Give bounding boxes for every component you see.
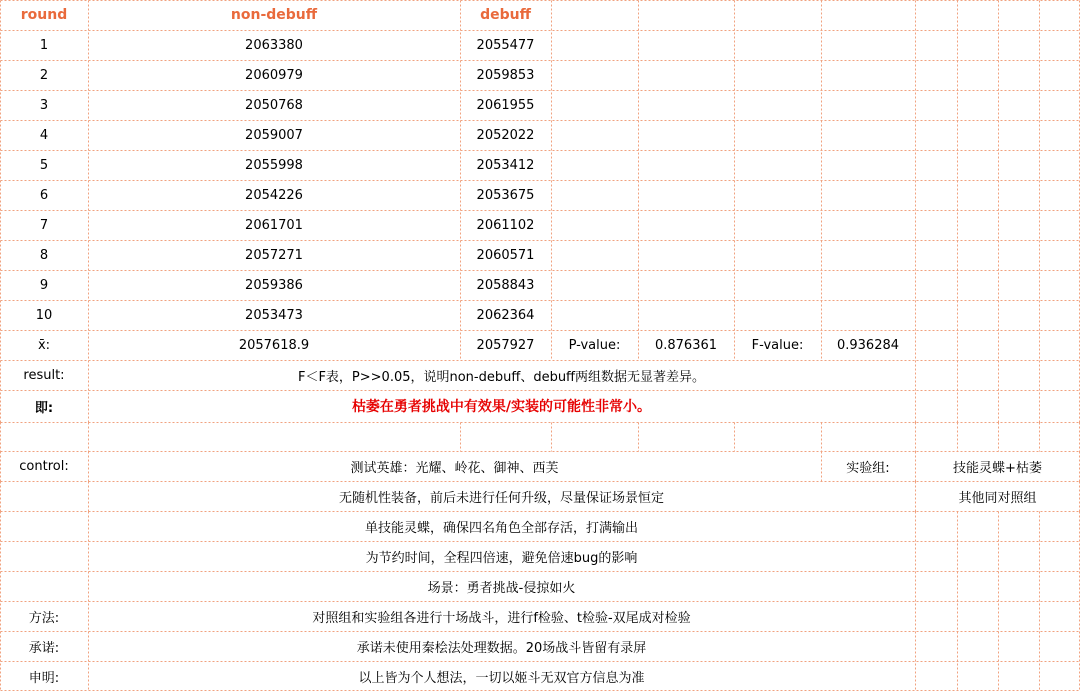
row-5-round: 5 [39,157,49,173]
control-line-2: 无随机性装备，前后未进行任何升级，尽量保证场景恒定 [338,490,664,506]
control-line-4: 为节约时间，全程四倍速，避免倍速bug的影响 [365,550,638,566]
row-6-round: 6 [39,187,49,203]
row-5-non-debuff: 2055998 [245,157,303,173]
row-9-non-debuff: 2059386 [245,277,303,293]
row-9-debuff: 2058843 [476,277,535,293]
row-10-non-debuff: 2053473 [245,307,303,323]
p-value: 0.876361 [654,337,718,353]
p-value-label: P-value: [568,337,621,353]
row-7-debuff: 2061102 [476,217,535,233]
row-7-non-debuff: 2061701 [245,217,303,233]
promise-label: 承诺: [28,640,60,656]
row-10-debuff: 2062364 [476,307,535,323]
other-same-as-control: 其他同对照组 [958,490,1037,506]
control-line-1: 测试英雄：光耀、岭花、御神、西芙 [350,460,559,476]
conclusion-text: 枯萎在勇者挑战中有效果/实装的可能性非常小。 [351,399,652,415]
mean-non-debuff: 2057618.9 [238,337,310,353]
control-line-5: 场景：勇者挑战-侵掠如火 [427,580,576,596]
header-round: round [20,7,68,23]
row-7-round: 7 [39,217,49,233]
row-5-debuff: 2053412 [476,157,535,173]
row-1-round: 1 [39,37,49,53]
row-1-debuff: 2055477 [476,37,535,53]
f-value-label: F-value: [751,337,804,353]
conclusion-label: 即: [34,400,54,416]
statement-label: 申明: [28,670,60,686]
mean-label: x̄: [37,337,51,353]
row-2-round: 2 [39,67,49,83]
method-text: 对照组和实验组各进行十场战斗，进行f检验、t检验-双尾成对检验 [312,610,691,626]
row-4-round: 4 [39,127,49,143]
row-10-round: 10 [35,307,53,323]
row-6-non-debuff: 2054226 [245,187,303,203]
mean-debuff: 2057927 [476,337,535,353]
row-2-non-debuff: 2060979 [245,67,303,83]
row-2-debuff: 2059853 [476,67,535,83]
row-3-debuff: 2061955 [476,97,535,113]
row-3-non-debuff: 2050768 [245,97,303,113]
header-non-debuff: non-debuff [230,7,318,23]
row-4-non-debuff: 2059007 [245,127,303,143]
experiment-group-label: 实验组: [846,460,890,476]
row-8-round: 8 [39,247,49,263]
result-label: result: [23,367,65,383]
control-line-3: 单技能灵蝶，确保四名角色全部存活，打满输出 [364,520,638,536]
row-8-non-debuff: 2057271 [245,247,303,263]
row-9-round: 9 [39,277,49,293]
row-3-round: 3 [39,97,49,113]
row-6-debuff: 2053675 [476,187,535,203]
header-debuff: debuff [480,7,531,23]
row-8-debuff: 2060571 [476,247,535,263]
promise-text: 承诺未使用秦桧法处理数据。20场战斗皆留有录屏 [356,640,647,656]
result-text: F＜F表，P>>0.05，说明non-debuff、debuff两组数据无显著差异。 [297,369,706,385]
statement-text: 以上皆为个人想法，一切以姬斗无双官方信息为准 [358,670,645,686]
control-label: control: [19,458,69,474]
f-value: 0.936284 [836,337,900,353]
experiment-group-value: 技能灵蝶+枯萎 [953,460,1042,476]
row-1-non-debuff: 2063380 [245,37,303,53]
method-label: 方法: [28,610,60,626]
row-4-debuff: 2052022 [476,127,535,143]
